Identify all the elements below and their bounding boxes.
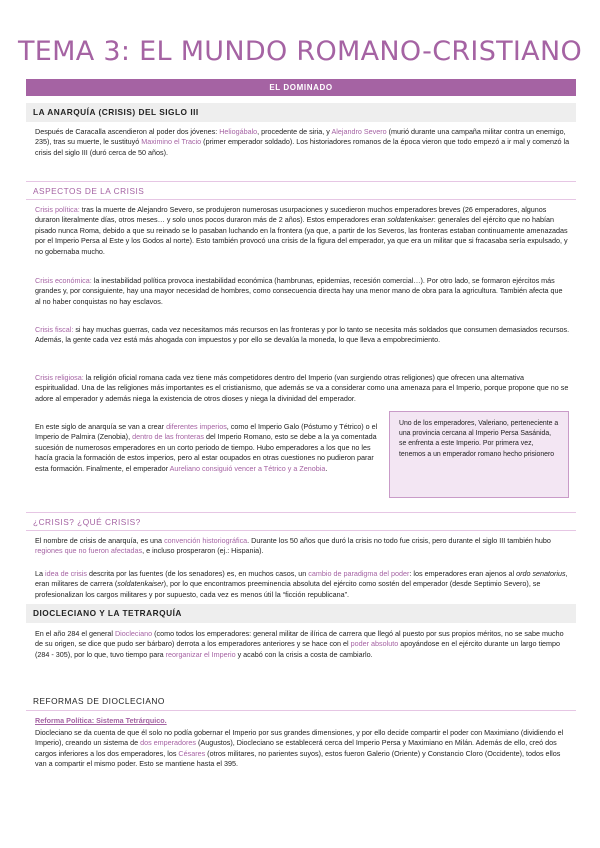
text: tras la muerte de Alejandro Severo, se produjeron numerosas usurpaciones y sucedieron muchos emperadores breves (26 emperadores, algunos duraron literalmente días, otros meses… y solo unos pocos duraron más de 2 años). Estos emperadores eran <box>35 205 547 225</box>
highlight-convencion: convención historiográfica <box>164 536 248 545</box>
highlight-dos-emperadores: dos emperadores <box>140 738 197 748</box>
paragraph-convencion <box>35 536 570 557</box>
text: , procedente de siria, y <box>257 127 332 136</box>
text: (como todos los emperadores: general militar de ilírica de carrera que llegó al puesto por sus propios méritos, no se sabe mucho de su origen, se dice que pudo ser bárbaro) derrota a los emperadores anteriores y se hace con el <box>35 629 564 649</box>
chapter-banner: EL DOMINADO <box>26 79 576 96</box>
paragraph-crisis-fiscal <box>35 325 570 346</box>
highlight-heliogabalo: Heliogábalo <box>219 127 258 136</box>
paragraph-crisis-economica <box>35 276 570 307</box>
highlight-maximino: Maximino el Tracio <box>141 137 202 147</box>
highlight-poder-absoluto: poder absoluto <box>350 639 399 649</box>
text: , como el Imperio Galo (Póstumo y Tétrico) o el Imperio de Palmira (Zenobia), <box>35 422 378 442</box>
highlight-dentro-fronteras: dentro de las fronteras <box>132 432 204 442</box>
paragraph-diocleciano <box>35 629 570 660</box>
text: si hay muchas guerras, cada vez necesitamos más recursos en las fronteras y por lo tanto se necesita más soldados que consumen demasiados recursos. Además, la gente cada vez está más ahogada con impuestos y por ello se devalúa la moneda, lo que lleva a empobrecimiento. <box>35 325 570 345</box>
text: la inestabilidad política provoca inestabilidad económica (hambrunas, epidemias, recesión comercial…). Por otro lado, se formaron ejércitos más grandes y, por consiguiente, hay una mayor necesidad de hombres, como consecuencia directa hay una menor mano de obra para la agricultura. También afecta que al no haber conquistas no hay esclavos. <box>35 276 563 306</box>
text: Después de Caracalla ascendieron al poder dos jóvenes: <box>35 127 220 136</box>
text: y acabó con la crisis a costa de cambiarlo. <box>235 649 373 659</box>
text: la religión oficial romana cada vez tiene más competidores dentro del Imperio (van surgiendo otras religiones) que ofrecen una alternativa espiritualidad. Una de las religiones más importantes es el cristianismo, que además se va a considerar como una amenaza para el Imperio, porque propone que no se adore al emperador y además niega la existencia de otros dioses y niega la divinidad del emperador. <box>35 373 569 403</box>
text: (otros militares, no parientes suyos), estos fueron Galerio (Oriente) y Constancio Cloro (Occidente), todos ellos van a compartir el mismo poder. Esto se mantiene hasta el 395. <box>35 748 561 769</box>
highlight-idea-crisis: idea de crisis <box>45 569 87 578</box>
paragraph-idea-crisis <box>35 569 570 600</box>
term-soldatenkaiser: soldatenkaiser <box>387 215 434 225</box>
paragraph-tetrarquia <box>35 728 570 770</box>
text: La <box>35 569 45 578</box>
text: del Imperio Romano, esto se debe a la ya comentada sucesión de numerosos emperadores en un corto periodo de tiempo. Hubo emperadores a los que no les hacía gracia la formación de estos imperios, pero al estar ocupados en otras cuestiones no pudieron parar esta formación. Finalmente, el emperador <box>35 432 377 473</box>
text: Diocleciano se da cuenta de que él solo no podía gobernar el Imperio por sus grandes dimensiones, y por ello decide compartir el poder con Maximiano (dividiendo el Imperio), creando un sistema de <box>35 728 564 748</box>
section-heading-que-crisis: ¿CRISIS? ¿QUÉ CRISIS? <box>26 512 576 531</box>
highlight-diferentes-imperios: diferentes imperios <box>166 422 227 431</box>
text: descrita por las fuentes (de los senadores) es, en muchos casos, un <box>86 569 309 578</box>
text: apoyándose en el ejército durante un largo tiempo (284 - 305), por lo que, tuvo tiempo para <box>35 639 561 659</box>
text: , e incluso prosperaron (ej.: Hispania). <box>142 546 264 556</box>
label-crisis-politica: Crisis política: <box>35 205 80 214</box>
paragraph-crisis-politica <box>35 205 570 257</box>
text: (Augustos), Diocleciano se establecerá cerca del Imperio Persa y Maximiano en Milán. Además de ello, creó dos cargos inferiores a los dos emperadores, los <box>35 738 557 758</box>
highlight-cambio-paradigma: cambio de paradigma del poder <box>308 569 410 578</box>
page-title: TEMA 3: EL MUNDO ROMANO-CRISTIANO <box>17 36 583 67</box>
highlight-regiones: regiones que no fueron afectadas <box>35 546 143 556</box>
text: ), por lo que encontramos preeminencia absoluta del ejército como sostén del emperador (desde Septimio Severo), se profesionalizan los cargos militares y por supuesto, cada vez es menos útil la “ficción republicana”. <box>35 579 541 599</box>
highlight-diocleciano: Diocleciano <box>114 629 153 638</box>
text: (murió durante una campaña militar contra un enemigo, 235), tras su muerte, le sustituyó <box>35 127 566 147</box>
text: : los emperadores eran ajenos al <box>409 569 517 578</box>
highlight-aureliano: Aureliano consiguió vencer a Tétrico y a Zenobia <box>169 463 326 473</box>
highlight-cesares: Césares <box>178 748 206 758</box>
text: En este siglo de anarquía se van a crear <box>35 422 167 431</box>
text: En el año 284 el general <box>35 629 115 638</box>
label-crisis-economica: Crisis económica: <box>35 276 92 285</box>
text: (primer emperador soldado). Los historiadores romanos de la época vieron que todo empezó a ir mal y comenzó la crisis del siglo III (duró cerca de 50 años). <box>35 137 570 157</box>
text: : generales del ejército que no habían pisado nunca Roma, debido a que su reinado se lo pasaban luchando en la frontera (ya que, a partir de los Severos, las fronteras estaban continuamente amenazadas por el Imperio Persa al Este y los Godos al norte). Esto también provocó una crisis de la figura del emperador, ya que era un militar que si fracasaba sería expulsado, y no gobernaba mucho. <box>35 215 568 256</box>
text: . <box>325 463 328 473</box>
paragraph-imperios <box>35 422 387 474</box>
term-soldatenkaiser: soldatenkaiser <box>117 579 164 589</box>
section-heading-aspectos: ASPECTOS DE LA CRISIS <box>26 181 576 200</box>
text: El nombre de crisis de anarquía, es una <box>35 536 165 545</box>
paragraph-anarquia <box>35 127 570 158</box>
note-box-valeriano: Uno de los emperadores, Valeriano, perteneciente a una provincia cercana al Imperio Persa Sasánida, se enfrenta a este Imperio. Por primera vez, tenemos a un emperador romano hecho prisionero <box>389 411 569 498</box>
term-ordo-senatorius: ordo senatorius <box>516 569 566 578</box>
paragraph-crisis-religiosa <box>35 373 570 404</box>
section-heading-anarquia: LA ANARQUÍA (CRISIS) DEL SIGLO III <box>26 103 576 122</box>
highlight-alejandro-severo: Alejandro Severo <box>331 127 387 136</box>
subheading-reforma-politica: Reforma Política: Sistema Tetrárquico. <box>35 716 167 725</box>
section-heading-diocleciano: DIOCLECIANO Y LA TETRARQUÍA <box>26 604 576 623</box>
label-crisis-fiscal: Crisis fiscal: <box>35 325 74 334</box>
text: , eran militares de carrera ( <box>35 569 568 589</box>
highlight-reorganizar: reorganizar el Imperio <box>165 649 236 659</box>
section-heading-reformas: REFORMAS DE DIOCLECIANO <box>26 692 576 711</box>
text: . Durante los 50 años que duró la crisis no todo fue crisis, pero durante el siglo III también hubo <box>247 536 551 545</box>
label-crisis-religiosa: Crisis religiosa: <box>35 373 84 382</box>
